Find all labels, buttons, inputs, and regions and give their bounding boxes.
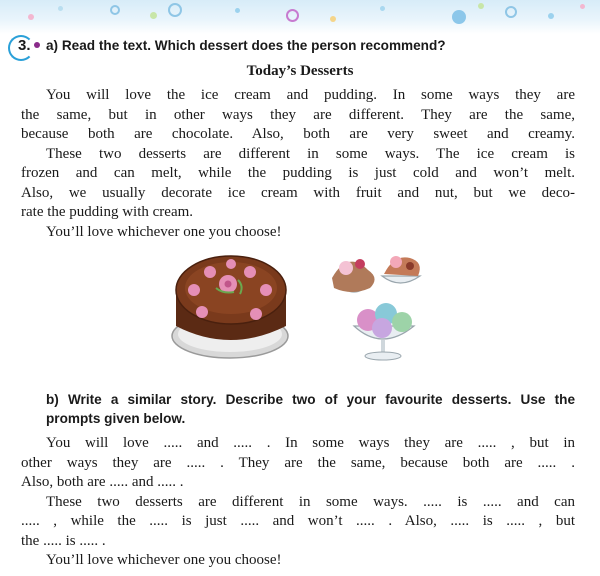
prompt-line: You will love ..... and ..... . In some ways they are ..... , but in (46, 435, 575, 451)
deco-dot (380, 6, 385, 11)
deco-dot (452, 10, 466, 24)
chocolate-cake-illustration (168, 250, 296, 362)
exercise-number: 3. (18, 37, 31, 54)
text-line: frozen and can melt, while the pudding is just cold and won’t melt. (21, 165, 575, 181)
deco-ring (110, 5, 120, 15)
deco-dot (330, 16, 336, 22)
text-line: You’ll love whichever one you choose! (46, 223, 282, 240)
deco-dot (58, 6, 63, 11)
prompt-line: Also, both are ..... and ..... . (21, 474, 184, 490)
deco-dot (150, 12, 157, 19)
deco-dot (548, 13, 554, 19)
prompt-paragraph (21, 434, 575, 571)
text-line: the same, but in other ways they are different. They are the same, (21, 106, 575, 123)
text-line: rate the pudding with cream. (21, 204, 194, 220)
task-b-line: b) Write a similar story. Describe two of your favourite desserts. Use the (46, 392, 575, 407)
deco-dot (580, 4, 585, 9)
ice-cream-cups-illustration (324, 248, 434, 364)
task-b-instruction (46, 390, 575, 428)
task-b-line: prompts given below. (46, 411, 186, 426)
deco-dot (478, 3, 484, 9)
deco-dot (235, 8, 240, 13)
text-title: Today’s Desserts (246, 63, 354, 79)
deco-ring (286, 9, 299, 22)
prompt-line: other ways they are ..... . They are the same, because both are ..... . (21, 454, 575, 471)
prompt-line: You’ll love whichever one you choose! (46, 552, 282, 568)
text-line: These two desserts are different in some ways. The ice cream is (46, 145, 575, 162)
text-line: Also, we usually decorate ice cream with fruit and nut, but we deco- (21, 184, 575, 201)
task-a-instruction: a) Read the text. Which dessert does the person recommend? (46, 38, 446, 53)
text-line: You will love the ice cream and pudding. In some ways they are (46, 87, 575, 103)
prompt-line: the ..... is ..... . (21, 532, 106, 549)
exercise-number-badge (8, 35, 38, 57)
text-line: because both are chocolate. Also, both are very sweet and creamy. (21, 126, 575, 142)
deco-dot (28, 14, 34, 20)
top-decoration-band (0, 0, 600, 34)
deco-ring (505, 6, 517, 18)
deco-ring (168, 3, 182, 17)
prompt-line: ..... , while the ..... is just ..... and won’t ..... . Also, ..... is ..... , but (21, 513, 575, 529)
prompt-line: These two desserts are different in some ways. ..... is ..... and can (46, 493, 575, 510)
exercise-dot-icon (34, 42, 40, 48)
text-paragraph (21, 86, 575, 242)
